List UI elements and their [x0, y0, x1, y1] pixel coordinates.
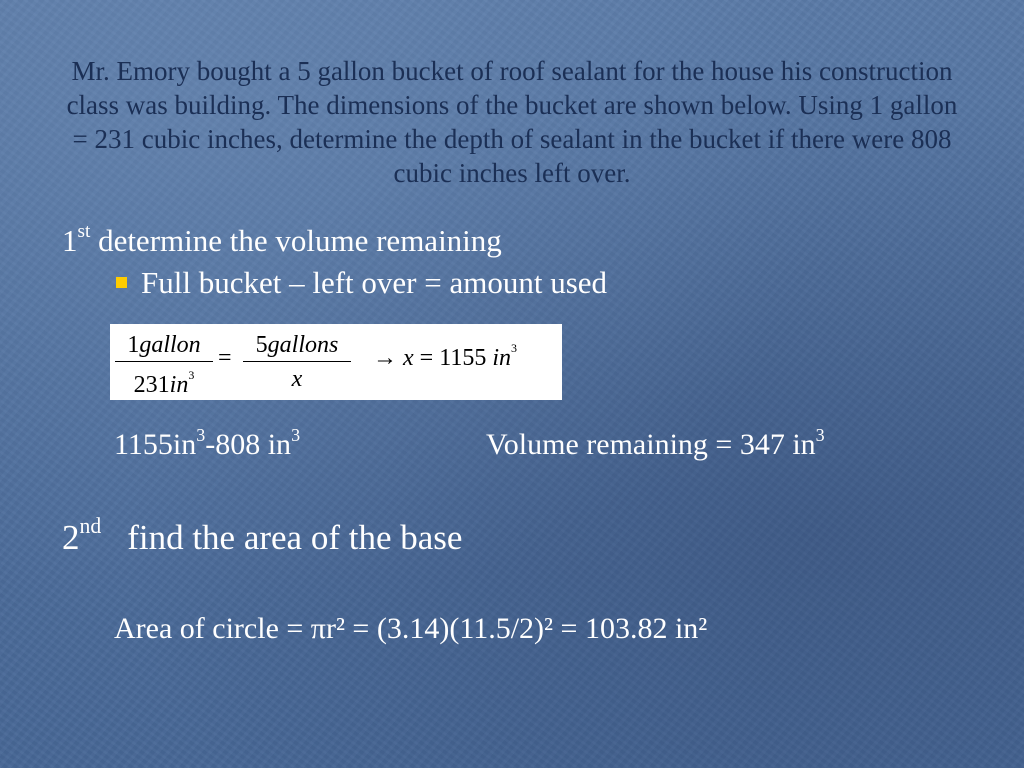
calc-left-exp2: 3	[291, 425, 301, 446]
calc-left-a: 1155in	[114, 428, 197, 461]
proportion-equation	[110, 324, 562, 400]
step-1-ordinal: 1	[62, 223, 78, 258]
step-2-suffix: nd	[79, 514, 102, 539]
result-equals: =	[419, 345, 434, 371]
frac1-den-exp: 3	[188, 368, 195, 382]
calc-right-text: Volume remaining = 347 in	[486, 428, 816, 461]
equation-result	[373, 341, 517, 372]
area-of-circle-formula: Area of circle = πr² = (3.14)(11.5/2)² = 103.82 in²	[114, 612, 708, 645]
calc-left-b: -808 in	[205, 428, 292, 461]
square-bullet-icon	[116, 277, 127, 288]
bullet-text: Full bucket – left over = amount used	[141, 265, 608, 300]
volume-remaining-result	[486, 426, 825, 464]
step-1-heading	[62, 222, 502, 260]
bullet-item	[116, 264, 607, 302]
result-exp: 3	[510, 341, 517, 355]
problem-statement: Mr. Emory bought a 5 gallon bucket of roof sealant for the house his construction class was building. The dimensions of the bucket are shown below. Using 1 gallon = 231 cubic inches, determine the depth of sealant in the bucket if there were 808 cubic inches left over.	[66, 56, 958, 188]
result-value: 1155	[439, 345, 487, 371]
calc-right-exp: 3	[815, 425, 825, 446]
frac1-num-unit: gallon	[139, 332, 201, 358]
fraction-gallons-per-x	[243, 329, 351, 394]
right-arrow-icon: →	[373, 345, 397, 371]
calc-left-exp1: 3	[196, 425, 206, 446]
frac1-den-coef: 231	[133, 372, 170, 398]
subtraction-expression	[114, 426, 300, 464]
frac2-num-coef: 5	[255, 332, 268, 358]
step-2-text: find the area of the base	[127, 518, 463, 557]
frac2-den: x	[291, 366, 303, 392]
step-1-suffix: st	[77, 220, 91, 242]
fraction-gallon-per-cubic-inch	[115, 329, 213, 398]
equals-sign: =	[218, 345, 232, 371]
frac1-num-coef: 1	[127, 332, 140, 358]
step-1-text: determine the volume remaining	[98, 223, 502, 258]
result-unit: in	[492, 345, 511, 371]
frac2-num-unit: gallons	[267, 332, 339, 358]
step-2-heading	[62, 514, 463, 559]
frac1-den-unit: in	[169, 372, 189, 398]
step-2-ordinal: 2	[62, 518, 80, 557]
result-var: x	[403, 345, 414, 371]
